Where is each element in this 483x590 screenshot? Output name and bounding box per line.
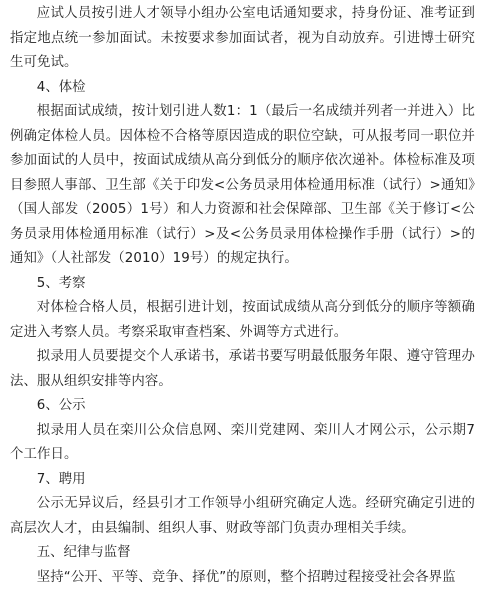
paragraph-commitment-letter: 拟录用人员要提交个人承诺书，承诺书要写明最低服务年限、遵守管理办法、服从组织安排等内容。 — [10, 345, 475, 394]
paragraph-discipline-supervision: 坚持“公开、平等、竞争、择优”的原则，整个招聘过程接受社会各界监 — [10, 566, 475, 590]
paragraph-interview-notice: 应试人员按引进人才领导小组办公室电话通知要求，持身份证、准考证到指定地点统一参加面试。未按要求参加面试者，视为自动放弃。引进博士研究生可免试。 — [10, 2, 475, 76]
section-heading-discipline-supervision: 五、纪律与监督 — [10, 541, 475, 566]
section-heading-inspection: 5、考察 — [10, 272, 475, 297]
paragraph-employment: 公示无异议后，经县引才工作领导小组研究确定人选。经研究确定引进的高层次人才，由县编制、组织人事、财政等部门负责办理相关手续。 — [10, 492, 475, 541]
paragraph-inspection: 对体检合格人员，根据引进计划，按面试成绩从高分到低分的顺序等额确定进入考察人员。考察采取审查档案、外调等方式进行。 — [10, 296, 475, 345]
paragraph-physical-exam: 根据面试成绩，按计划引进人数1：1（最后一名成绩并列者一并进入）比例确定体检人员。因体检不合格等原因造成的职位空缺，可从报考同一职位并参加面试的人员中，按面试成绩从高分到低分的顺序依次递补。体检标准及项目参照人事部、卫生部《关于印发<公务员录用体检通用标准（试行）>通知》（国人部发（2005）1号）和人力资源和社会保障部、卫生部《关于修订<公务员录用体检通用标准（试行）>及<公务员录用体检操作手册（试行）>的通知》（人社部发（2010）19号）的规定执行。 — [10, 100, 475, 272]
section-heading-employment: 7、聘用 — [10, 468, 475, 493]
paragraph-publicity: 拟录用人员在栾川公众信息网、栾川党建网、栾川人才网公示，公示期7个工作日。 — [10, 419, 475, 468]
section-heading-physical-exam: 4、体检 — [10, 76, 475, 101]
section-heading-publicity: 6、公示 — [10, 394, 475, 419]
